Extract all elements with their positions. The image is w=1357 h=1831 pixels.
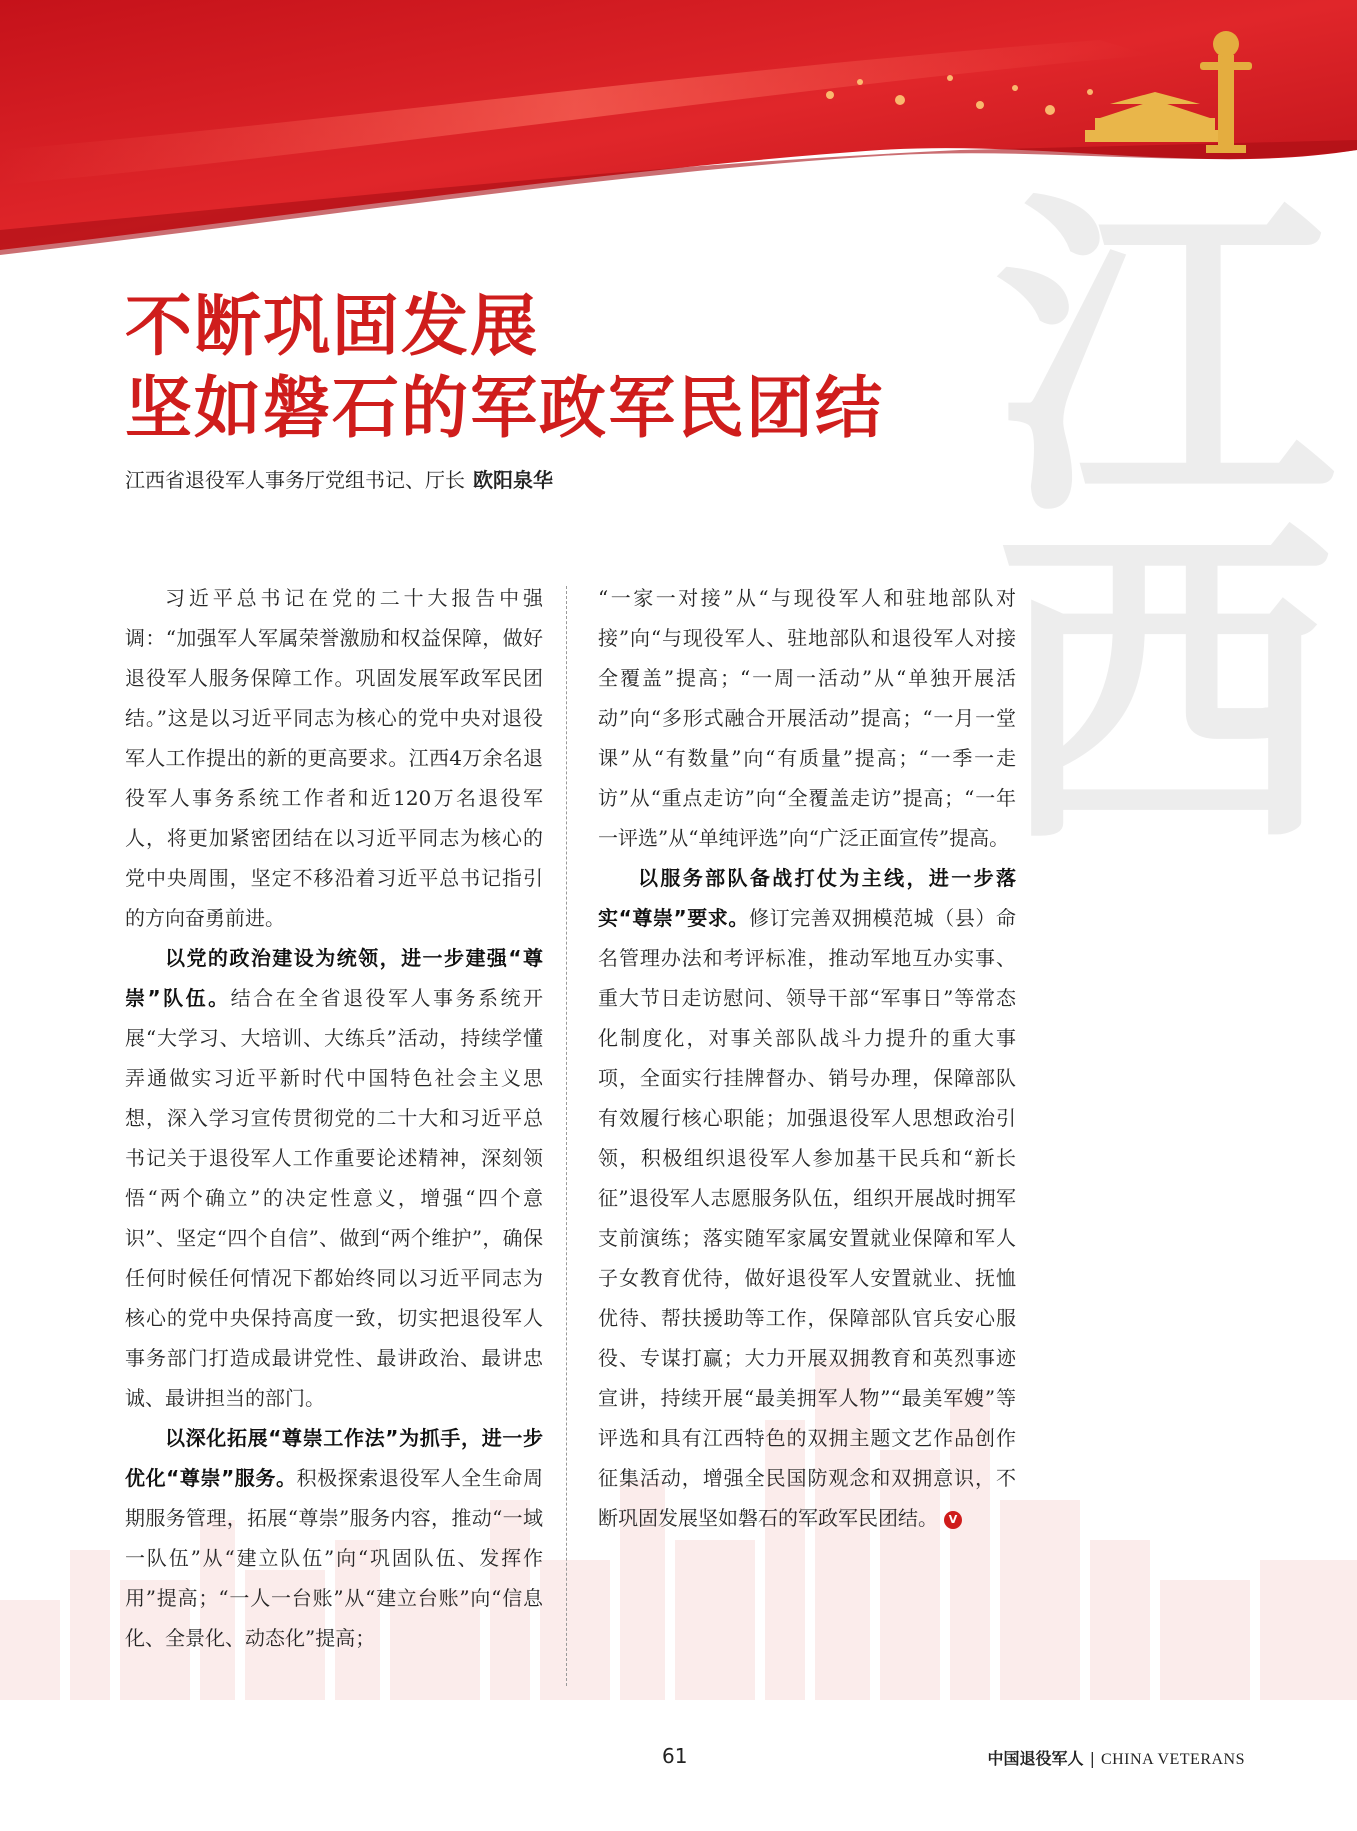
heading-political-building: 以党的政治建设为统领，进一步建强“尊崇”队伍。	[125, 946, 543, 1010]
heading-work-method: 以深化拓展“尊崇工作法”为抓手，进一步优化“尊崇”服务。	[125, 1426, 543, 1490]
page-number: 61	[662, 1744, 688, 1768]
brand-cn: 中国退役军人	[987, 1749, 1084, 1768]
title-line-1: 不断巩固发展	[125, 286, 539, 365]
paragraph-serve-troops: 以服务部队备战打仗为主线，进一步落实“尊崇”要求。修订完善双拥模范城（县）命名管理办法和考评标准，推动军地互办实事、重大节日走访慰问、领导干部“军事日”等常态化制度化，对事关部队战斗力提升的重大事项，全面实行挂牌督办、销号办理，保障部队有效履行核心职能；加强退役军人思想政治引领，积极组织退役军人参加基干民兵和“新长征”退役军人志愿服务队伍，组织开展战时拥军支前演练；落实随军家属安置就业保障和军人子女教育优待，做好退役军人安置就业、抚恤优待、帮扶援助等工作，保障部队官兵安心服役、专谋打赢；大力开展双拥教育和英烈事迹宣讲，持续开展“最美拥军人物”“最美军嫂”等评选和具有江西特色的双拥主题文艺作品创作征集活动，增强全民国防观念和双拥意识，不断巩固发展坚如磐石的军政军民团结。 V	[598, 866, 1017, 1530]
background-char-jiang: 江	[995, 160, 1335, 559]
paragraph-intro: 习近平总书记在党的二十大报告中强调：“加强军人军属荣誉激励和权益保障，做好退役军人服务保障工作。巩固发展军政军民团结。”这是以习近平同志为核心的党中央对退役军人工作提出的新的更高要求。江西4万余名退役军人事务系统工作者和近120万名退役军人，将更加紧密团结在以习近平同志为核心的党中央周围，坚定不移沿着习近平总书记指引的方向奋勇前进。	[125, 586, 543, 930]
article-title	[125, 285, 884, 449]
background-char-xi: 西	[995, 490, 1335, 889]
author-position: 江西省退役军人事务厅党组书记、厅长	[125, 468, 465, 492]
right-column	[598, 578, 1016, 1538]
end-mark-icon: V	[944, 1511, 962, 1529]
paragraph-political-building: 以党的政治建设为统领，进一步建强“尊崇”队伍。结合在全省退役军人事务系统开展“大学习、大培训、大练兵”活动，持续学懂弄通做实习近平新时代中国特色社会主义思想，深入学习宣传贯彻党的二十大和习近平总书记关于退役军人工作重要论述精神，深刻领悟“两个确立”的决定性意义，增强“四个意识”、坚定“四个自信”、做到“两个维护”，确保任何时候任何情况下都始终同以习近平同志为核心的党中央保持高度一致，切实把退役军人事务部门打造成最讲党性、最讲政治、最讲忠诚、最讲担当的部门。	[125, 946, 543, 1410]
magazine-brand	[988, 1746, 1245, 1769]
left-column	[125, 578, 543, 1658]
byline	[125, 464, 553, 493]
brand-separator: |	[1089, 1749, 1095, 1768]
brand-en: CHINA VETERANS	[1100, 1751, 1245, 1768]
paragraph-work-method-continued: “一家一对接”从“与现役军人和驻地部队对接”向“与现役军人、驻地部队和退役军人对接全覆盖”提高；“一周一活动”从“单独开展活动”向“多形式融合开展活动”提高；“一月一堂课”从“有数量”向“有质量”提高；“一季一走访”从“重点走访”向“全覆盖走访”提高；“一年一评选”从“单纯评选”向“广泛正面宣传”提高。	[598, 586, 1016, 850]
author-name: 欧阳泉华	[473, 468, 553, 492]
paragraph-work-method: 以深化拓展“尊崇工作法”为抓手，进一步优化“尊崇”服务。积极探索退役军人全生命周期服务管理，拓展“尊崇”服务内容，推动“一域一队伍”从“建立队伍”向“巩固队伍、发挥作用”提高；“一人一台账”从“建立台账”向“信息化、全景化、动态化”提高；	[125, 1426, 543, 1650]
column-divider	[566, 586, 567, 1686]
title-line-2: 坚如磐石的军政军民团结	[125, 368, 884, 447]
heading-serve-troops: 以服务部队备战打仗为主线，进一步落实“尊崇”要求。	[598, 866, 1016, 930]
